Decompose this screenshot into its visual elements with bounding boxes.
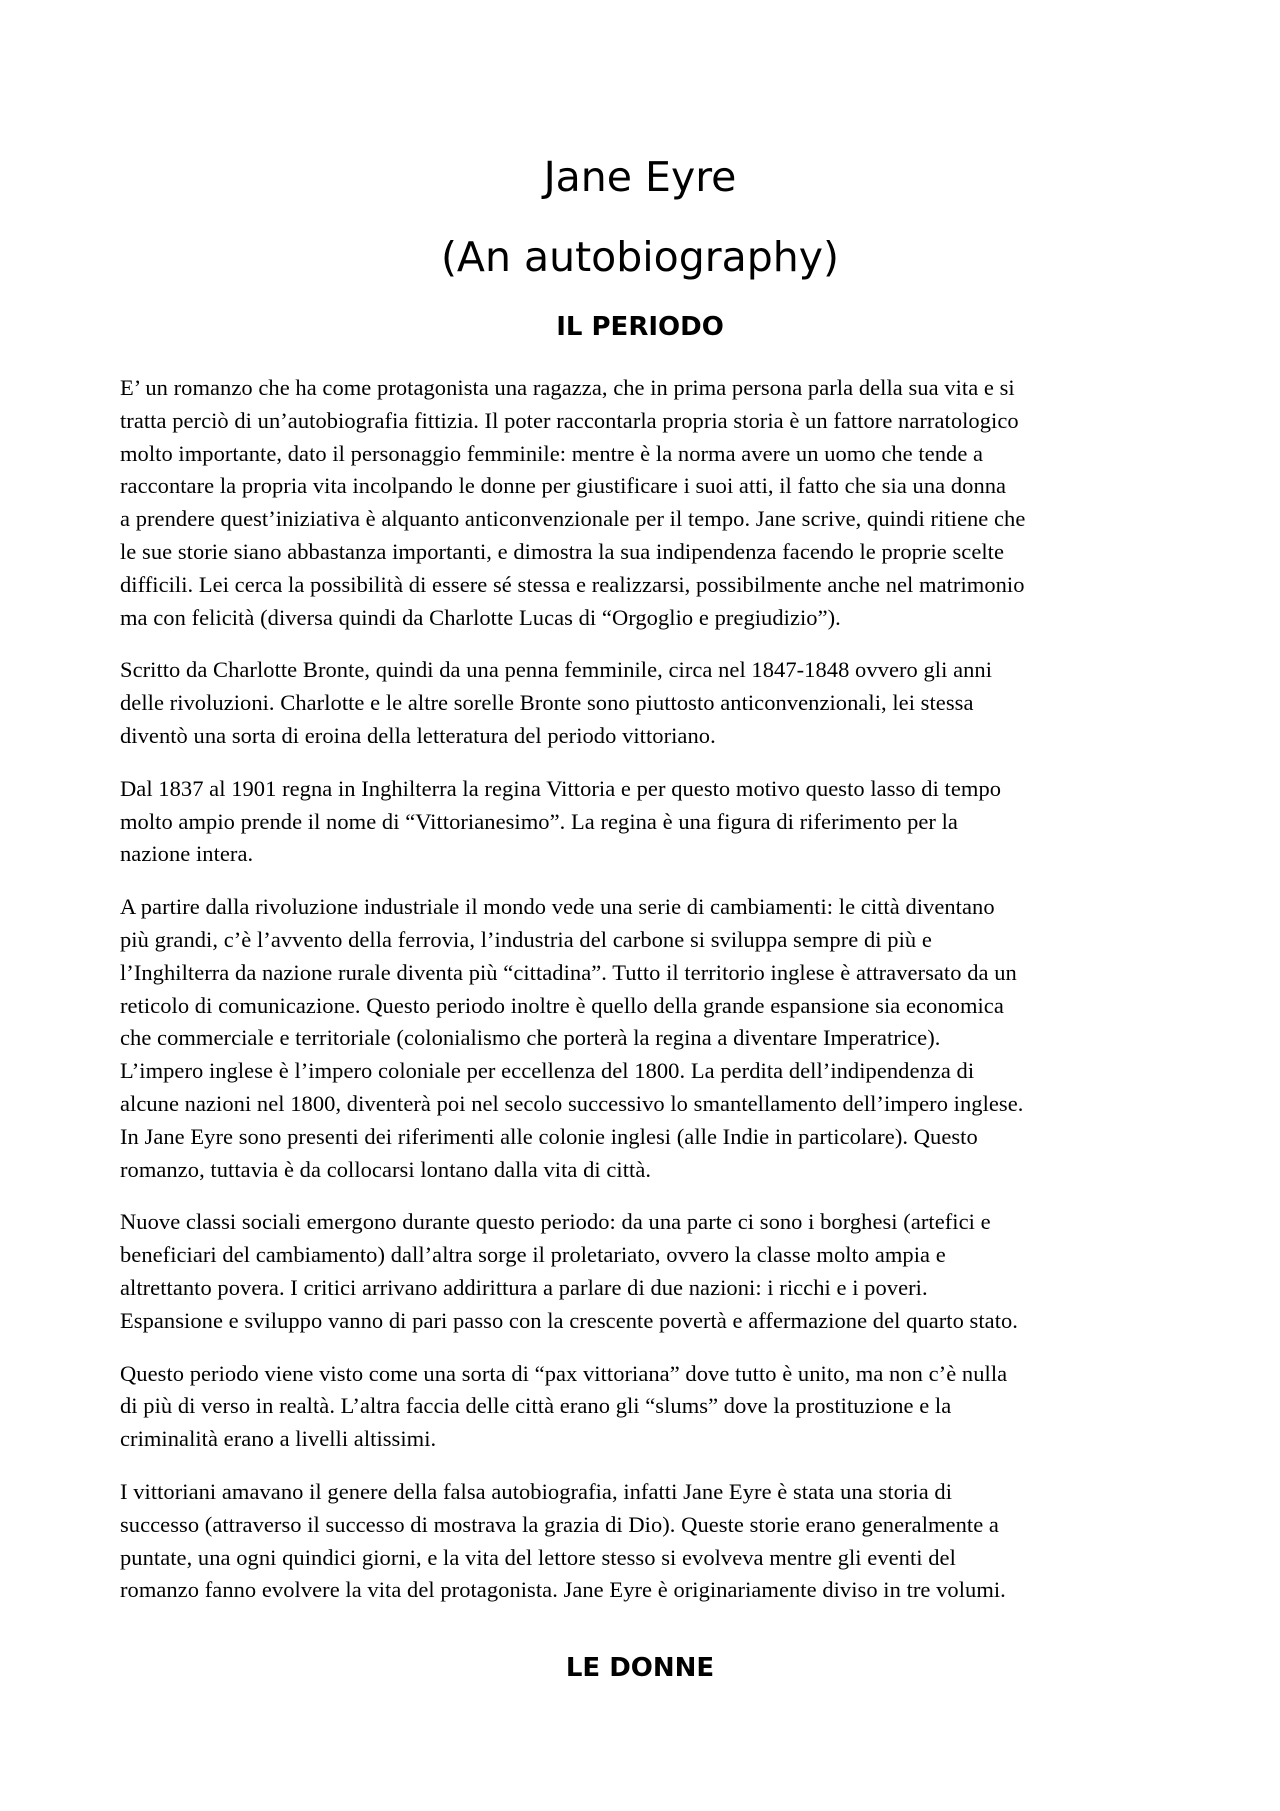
text-line: Questo periodo viene visto come una sorta di “pax vittoriana” dove tutto è unito, ma non c’è nulla <box>120 1360 1008 1386</box>
text-line: criminalità erano a livelli altissimi. <box>120 1426 437 1452</box>
text-line: molto ampio prende il nome di “Vittorianesimo”. La regina è una figura di riferimento per la <box>120 808 958 834</box>
text-line: che commerciale e territoriale (colonialismo che porterà la regina a diventare Imperatrice). <box>120 1025 941 1051</box>
text-line: Nuove classi sociali emergono durante questo periodo: da una parte ci sono i borghesi (artefici e <box>120 1209 991 1235</box>
text-line: In Jane Eyre sono presenti dei riferimenti alle colonie inglesi (alle Indie in particolare). Questo <box>120 1123 978 1149</box>
paragraph <box>120 372 1170 634</box>
section-heading-il-periodo: IL PERIODO <box>556 312 724 342</box>
text-line: molto importante, dato il personaggio femminile: mentre è la norma avere un uomo che tende a <box>120 440 984 466</box>
text-line: più grandi, c’è l’avvento della ferrovia, l’industria del carbone si sviluppa sempre di più e <box>120 926 932 952</box>
text-line: nazione intera. <box>120 841 254 867</box>
document-subtitle: (An autobiography) <box>440 233 840 281</box>
text-line: Dal 1837 al 1901 regna in Inghilterra la regina Vittoria e per questo motivo questo lasso di tempo <box>120 775 1002 801</box>
text-line: puntate, una ogni quindici giorni, e la vita del lettore stesso si evolveva mentre gli eventi del <box>120 1544 956 1570</box>
paragraph <box>120 1358 1170 1456</box>
paragraph <box>120 654 1170 752</box>
text-line: successo (attraverso il successo di mostrava la grazia di Dio). Queste storie erano generalmente a <box>120 1511 999 1537</box>
text-line: diventò una sorta di eroina della letteratura del periodo vittoriano. <box>120 722 716 748</box>
text-line: delle rivoluzioni. Charlotte e le altre sorelle Bronte sono piuttosto anticonvenzionali, lei stessa <box>120 690 974 716</box>
paragraph <box>120 773 1170 871</box>
section-heading-le-donne: LE DONNE <box>565 1653 715 1683</box>
text-line: romanzo, tuttavia è da collocarsi lontano dalla vita di città. <box>120 1156 652 1182</box>
text-line: reticolo di comunicazione. Questo periodo inoltre è quello della grande espansione sia economica <box>120 992 1004 1018</box>
text-line: Scritto da Charlotte Bronte, quindi da una penna femminile, circa nel 1847-1848 ovvero gli anni <box>120 657 993 683</box>
text-line: alcune nazioni nel 1800, diventerà poi nel secolo successivo lo smantellamento dell’impero inglese. <box>120 1090 1024 1116</box>
text-line: altrettanto povera. I critici arrivano addirittura a parlare di due nazioni: i ricchi e i poveri. <box>120 1274 928 1300</box>
text-line: raccontare la propria vita incolpando le donne per giustificare i suoi atti, il fatto che sia una donna <box>120 473 1007 499</box>
paragraph <box>120 891 1170 1186</box>
text-line: Espansione e sviluppo vanno di pari passo con la crescente povertà e affermazione del quarto stato. <box>120 1307 1018 1333</box>
document-title: Jane Eyre <box>543 153 737 201</box>
text-line: A partire dalla rivoluzione industriale il mondo vede una serie di cambiamenti: le città diventano <box>120 894 995 920</box>
text-line: di più di verso in realtà. L’altra faccia delle città erano gli “slums” dove la prostituzione e la <box>120 1393 952 1419</box>
paragraph <box>120 1476 1170 1607</box>
text-line: a prendere quest’iniziativa è alquanto anticonvenzionale per il tempo. Jane scrive, quindi ritiene che <box>120 506 1026 532</box>
text-line: I vittoriani amavano il genere della falsa autobiografia, infatti Jane Eyre è stata una storia di <box>120 1478 953 1504</box>
text-line: l’Inghilterra da nazione rurale diventa più “cittadina”. Tutto il territorio inglese è attraversato da un <box>120 959 1017 985</box>
body-text <box>120 372 1170 1627</box>
text-line: L’impero inglese è l’impero coloniale per eccellenza del 1800. La perdita dell’indipendenza di <box>120 1058 975 1084</box>
text-line: ma con felicità (diversa quindi da Charlotte Lucas di “Orgoglio e pregiudizio”). <box>120 604 841 630</box>
paragraph <box>120 1206 1170 1337</box>
text-line: beneficiari del cambiamento) dall’altra sorge il proletariato, ovvero la classe molto ampia e <box>120 1242 946 1268</box>
text-line: tratta perciò di un’autobiografia fittizia. Il poter raccontarla propria storia è un fattore narratologico <box>120 407 1019 433</box>
text-line: difficili. Lei cerca la possibilità di essere sé stessa e realizzarsi, possibilmente anche nel matrimonio <box>120 571 1025 597</box>
text-line: le sue storie siano abbastanza importanti, e dimostra la sua indipendenza facendo le proprie scelte <box>120 538 1004 564</box>
text-line: E’ un romanzo che ha come protagonista una ragazza, che in prima persona parla della sua vita e si <box>120 375 1015 400</box>
text-line: romanzo fanno evolvere la vita del protagonista. Jane Eyre è originariamente diviso in tre volumi. <box>120 1577 1006 1603</box>
